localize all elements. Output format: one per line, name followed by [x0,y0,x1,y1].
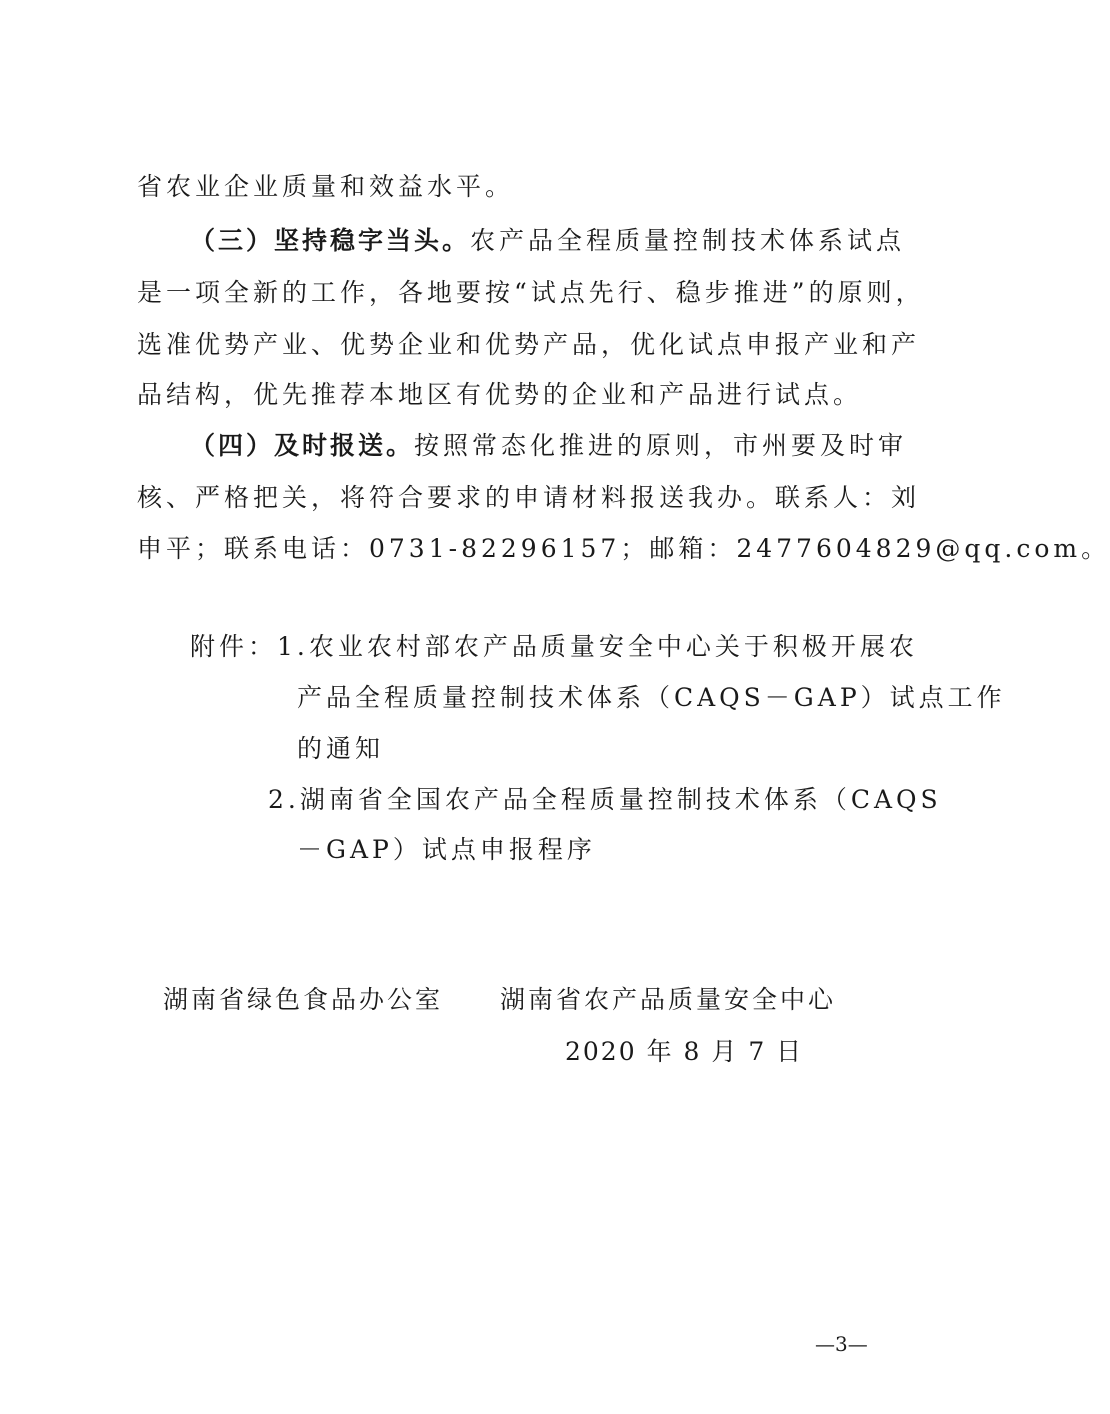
signature-org-left: 湖南省绿色食品办公室 [163,985,444,1014]
section-3-line-3: 选准优势产业、优势企业和优势产品，优化试点申报产业和产 [137,330,921,359]
page-number: —3— [815,1332,868,1356]
section-3-heading: （三）坚持稳字当头。 [190,226,471,255]
section-3-line-1 [190,226,905,256]
section-4-text: 按照常态化推进的原则，市州要及时审 [414,431,908,460]
section-4-line-1 [190,431,907,461]
attachment-1-line-1: 附件：1.农业农村部农产品质量安全中心关于积极开展农 [190,632,918,661]
attachment-2-line-2: －GAP）试点申报程序 [297,835,596,864]
signature-date: 2020 年 8 月 7 日 [565,1037,804,1066]
section-3-text: 农产品全程质量控制技术体系试点 [470,226,906,255]
section-4-heading: （四）及时报送。 [190,431,415,460]
section-3-line-2: 是一项全新的工作，各地要按“试点先行、稳步推进”的原则， [137,278,925,307]
attachment-1-line-2: 产品全程质量控制技术体系（CAQS－GAP）试点工作 [297,683,1006,712]
signature-org-right: 湖南省农产品质量安全中心 [500,985,837,1014]
section-4-line-2: 核、严格把关，将符合要求的申请材料报送我办。联系人：刘 [137,483,921,512]
section-3-line-4: 品结构，优先推荐本地区有优势的企业和产品进行试点。 [137,380,863,409]
attachment-2-line-1: 2.湖南省全国农产品全程质量控制技术体系（CAQS [268,785,942,814]
paragraph-line: 省农业企业质量和效益水平。 [137,172,515,201]
section-4-line-3: 申平；联系电话：0731-82296157；邮箱：2477604829@qq.com。 [137,534,1110,563]
attachment-1-line-3: 的通知 [297,734,385,763]
